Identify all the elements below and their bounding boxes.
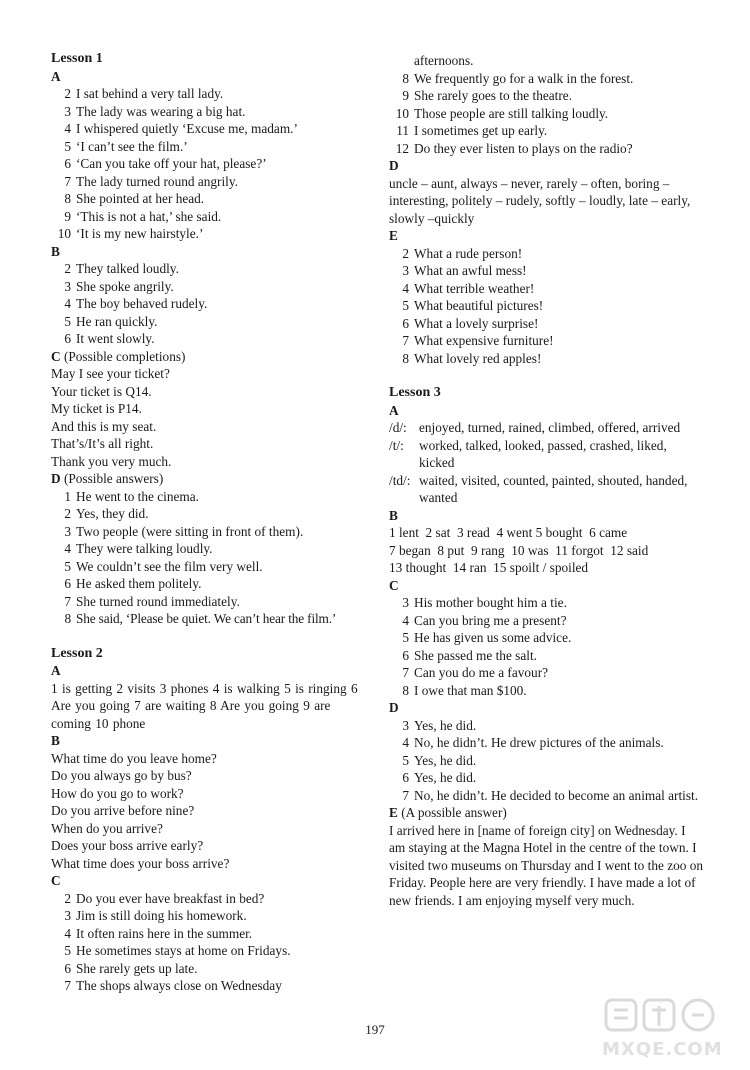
answer-item: 4 I whispered quietly ‘Excuse me, madam.’ [64,121,298,136]
lesson-3-section-b-label: B [389,507,398,523]
right-column [389,52,704,909]
lesson-2-section-a-label: A [51,663,61,678]
page-number: 197 [365,1022,385,1037]
answer-line: 1 lent 2 sat 3 read 4 went 5 bought 6 came [389,525,628,540]
answer-line: Thank you very much. [51,453,172,469]
answer-line: That’s/It’s all right. [51,436,154,451]
lesson-1-section-b-list [51,260,371,348]
answer-item: 4 What terrible weather! [402,280,535,296]
lesson-2-section-d-text: uncle – aunt, always – never, rarely – often, boring – interesting, politely – rudely, softly – loudly, late – early, slowly –quickly [389,175,691,226]
answer-item: 3 Two people (were sitting in front of them). [64,523,304,539]
answer-item: 3 Jim is still doing his homework. [64,908,247,923]
answer-item: 7 Can you do me a favour? [402,665,549,680]
lesson-3-section-a-label: A [389,402,399,418]
watermark-logo [594,994,744,1064]
answer-item: 5 We couldn’t see the film very well. [64,558,263,574]
phonetic-row: /d/: enjoyed, turned, rained, climbed, offered, arrived [389,420,681,435]
watermark-glyphs-icon [602,996,732,1036]
answer-item: 10 ‘It is my new hairstyle.’ [57,226,204,241]
answer-item: 2 Do you ever have breakfast in bed? [64,890,265,906]
lesson-1-section-d-list [51,488,371,628]
answer-line: What time do you leave home? [51,750,217,766]
answer-item: 4 No, he didn’t. He drew pictures of the animals. [402,735,664,750]
lesson-2-section-c-list [51,890,371,995]
lesson-3-section-c-label: C [389,577,399,593]
lesson-3-section-d-list [389,717,704,805]
answer-item: 6 It went slowly. [64,331,155,346]
answer-item: 5 What beautiful pictures! [402,298,544,313]
lesson-2-section-e-list [389,245,704,368]
answer-item: 5 He ran quickly. [64,313,158,329]
lesson-2-section-c-list-continued [389,70,704,158]
answer-item: 8 She pointed at her head. [64,191,205,206]
answer-item: 6 He asked them politely. [64,576,202,591]
answer-item: 5 ‘I can’t see the film.’ [64,138,188,154]
lesson-3-section-b-list [389,524,704,577]
left-column [51,48,371,995]
answer-item: 5 He sometimes stays at home on Fridays. [64,943,291,958]
answer-item: 3 The lady was wearing a big hat. [64,103,246,119]
phonetic-row: /td/: waited, visited, counted, painted, shouted, handed, wanted [389,472,688,505]
answer-line: When do you arrive? [51,820,163,836]
answer-line: Do you arrive before nine? [51,803,195,818]
answer-item: 7 No, he didn’t. He decided to become an animal artist. [402,787,699,803]
answer-line: Do you always go by bus? [51,768,192,783]
lesson-3-title: Lesson 3 [389,385,441,400]
answer-line: 7 began 8 put 9 rang 10 was 11 forgot 12 said [389,542,649,558]
answer-item: 7 The shops always close on Wednesday [64,978,282,993]
answer-item: 8 She said, ‘Please be quiet. We can’t hear the film.’ [64,611,337,626]
answer-item: 7 What expensive furniture! [402,333,554,348]
lesson-2-title: Lesson 2 [51,645,103,661]
lesson-3-section-a-list [389,419,704,507]
lesson-3-section-c-list [389,594,704,699]
lesson-1-section-a-label: A [51,68,61,84]
answer-item: 2 I sat behind a very tall lady. [64,86,224,101]
answer-item: 11 I sometimes get up early. [396,123,548,138]
answer-item: 12 Do they ever listen to plays on the radio? [395,140,633,156]
answer-line: And this is my seat. [51,418,157,434]
answer-item: 5 He has given us some advice. [402,630,572,645]
lesson-1-section-c-label: C (Possible completions) [51,348,186,364]
answer-item: 5 Yes, he did. [402,752,477,768]
lesson-1-section-c-list [51,365,371,470]
answer-item: 9 She rarely goes to the theatre. [402,88,573,103]
answer-item: 4 The boy behaved rudely. [64,296,208,311]
lesson-2-section-e-label: E [389,228,398,243]
answer-item: 4 It often rains here in the summer. [64,925,253,941]
lesson-2-section-b-list [51,750,371,873]
answer-item: 2 Yes, they did. [64,506,149,521]
continued-line: afternoons. [414,53,474,68]
answer-item: 3 What an awful mess! [402,263,527,278]
answer-item: 6 ‘Can you take off your hat, please?’ [64,156,267,171]
lesson-2-section-a-text: 1 is getting 2 visits 3 phones 4 is walking 5 is ringing 6 Are you going 7 are waiting 8 Are you going 9 are coming 10 phone [51,680,358,731]
answer-line: What time does your boss arrive? [51,855,230,871]
answer-item: 8 We frequently go for a walk in the forest. [402,70,634,86]
answer-item: 8 What lovely red apples! [402,350,542,366]
answer-item: 3 His mother bought him a tie. [402,595,567,610]
answer-item: 6 She passed me the salt. [402,647,537,663]
answer-item: 1 He went to the cinema. [64,488,199,504]
answer-item: 7 The lady turned round angrily. [64,173,238,189]
answer-item: 4 They were talking loudly. [64,541,213,556]
answer-item: 4 Can you bring me a present? [402,612,567,628]
phonetic-row: /t/: worked, talked, looked, passed, crashed, liked, kicked [389,437,667,470]
answer-item: 9 ‘This is not a hat,’ she said. [64,208,222,224]
answer-item: 2 They talked loudly. [64,261,179,276]
answer-line: How do you go to work? [51,785,184,801]
lesson-2-section-c-label: C [51,873,61,888]
lesson-1-section-a-list [51,85,371,243]
lesson-3-section-d-label: D [389,700,399,715]
answer-item: 6 What a lovely surprise! [402,315,539,331]
lesson-3-section-e-label: E (A possible answer) [389,805,507,820]
answer-item: 2 What a rude person! [402,245,523,261]
answer-line: My ticket is P14. [51,401,142,416]
answer-item: 10 Those people are still talking loudly. [395,105,609,121]
lesson-1-section-b-label: B [51,243,60,259]
answer-item: 6 She rarely gets up late. [64,960,198,976]
lesson-1-title: Lesson 1 [51,51,103,66]
lesson-1-section-d-label: D (Possible answers) [51,471,164,486]
answer-item: 3 She spoke angrily. [64,278,174,294]
lesson-3-section-e-text: I arrived here in [name of foreign city] on Wednesday. I am staying at the Magna Hotel in the centre of the town. I visited two museums on Thursday and I went to the zoo on Friday. People here are very friendly. I have made a lot of new friends. I am enjoying myself very much. [389,822,704,908]
answer-line: Your ticket is Q14. [51,383,152,399]
answer-line: Does your boss arrive early? [51,838,204,853]
answer-item: 6 Yes, he did. [402,770,477,785]
answer-item: 7 She turned round immediately. [64,593,240,609]
watermark-text: MXQE.COM [602,1039,723,1060]
lesson-2-section-b-label: B [51,733,60,748]
answer-line: 13 thought 14 ran 15 spoilt / spoiled [389,560,589,575]
lesson-2-section-d-label: D [389,158,399,173]
answer-line: May I see your ticket? [51,366,170,381]
answer-item: 8 I owe that man $100. [402,682,527,698]
answer-item: 3 Yes, he did. [402,717,477,733]
